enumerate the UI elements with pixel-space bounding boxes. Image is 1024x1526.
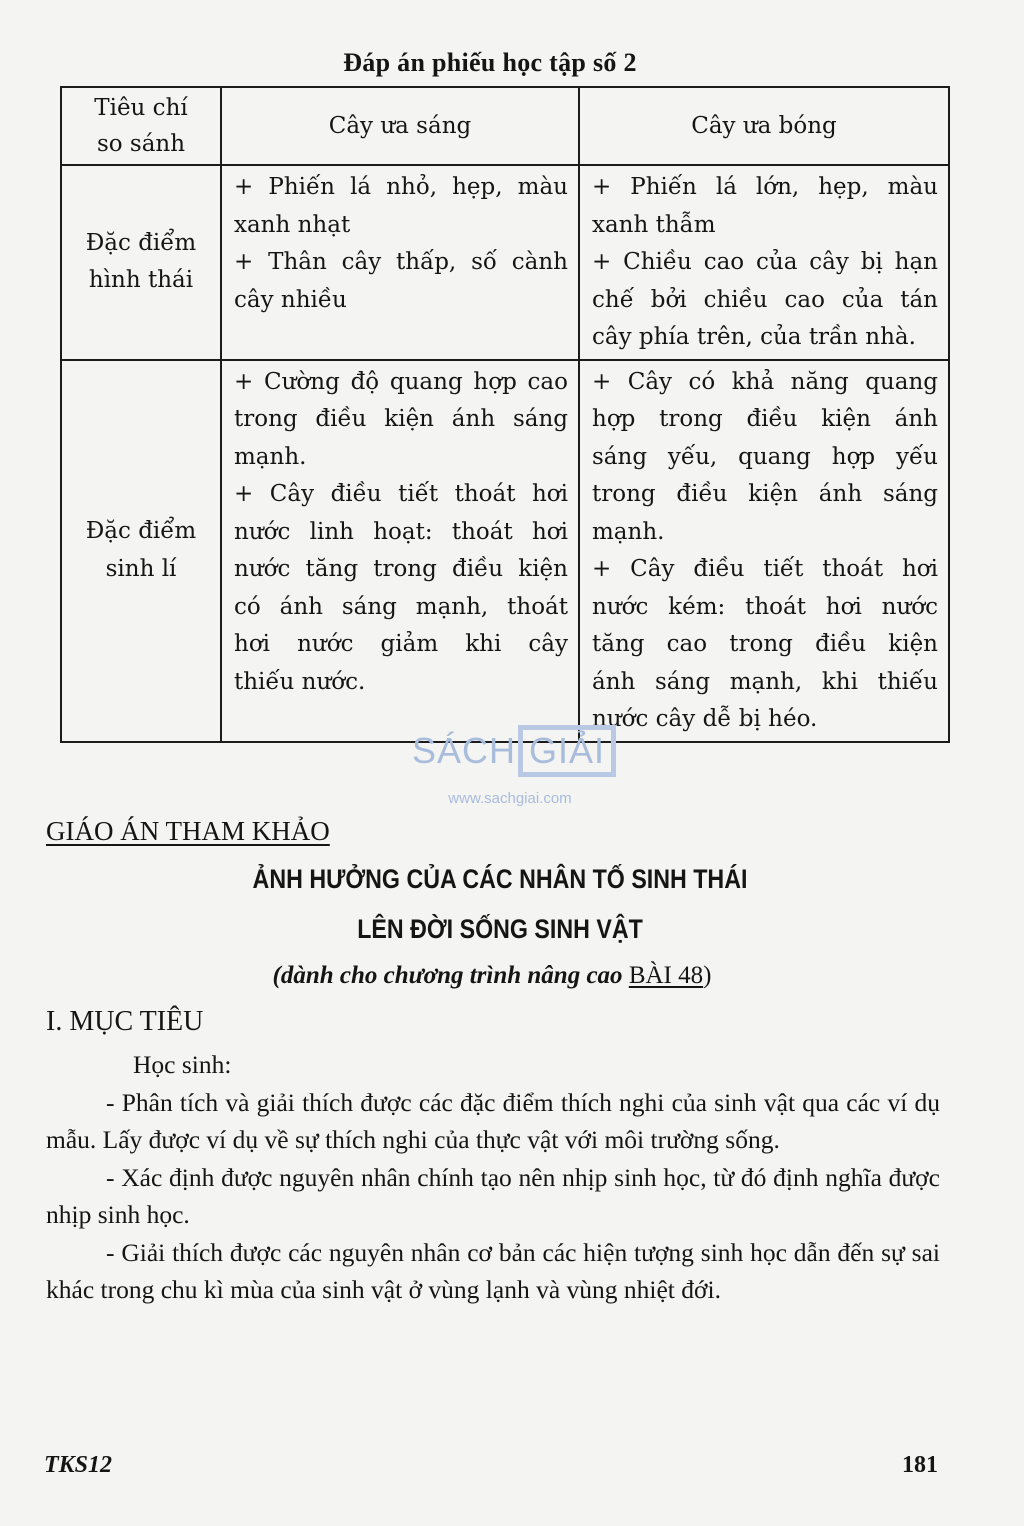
criteria-physiology: Đặc điểm sinh lí	[61, 360, 221, 742]
lesson-heading-line2: LÊN ĐỜI SỐNG SINH VẬT	[357, 914, 643, 944]
reference-label: GIÁO ÁN THAM KHẢO	[46, 816, 330, 846]
criteria-morphology: Đặc điểm hình thái	[61, 165, 221, 360]
page-number: 181	[902, 1452, 938, 1478]
objectives-body	[46, 1046, 940, 1309]
lesson-heading-line1: ẢNH HƯỞNG CỦA CÁC NHÂN TỐ SINH THÁI	[252, 864, 748, 894]
table-row-physiology	[61, 360, 949, 742]
comparison-table	[60, 86, 950, 743]
table-row-morphology	[61, 165, 949, 360]
watermark-url: www.sachgiai.com	[448, 790, 572, 807]
cell-shade-physiology: + Cây có khả năng quang hợp trong điều kiện ánh sáng yếu, quang hợp yếu trong điều kiện ánh sáng mạnh. + Cây điều tiết thoát hơi nước kém: thoát hơi nước tăng cao trong điều kiện ánh sáng mạnh, khi thiếu nước cây dễ bị héo.	[579, 360, 949, 742]
objective-item: - Xác định được nguyên nhân chính tạo nên nhịp sinh học, từ đó định nghĩa được nhịp sinh học.	[46, 1162, 940, 1229]
header-criteria: Tiêu chí so sánh	[61, 87, 221, 165]
header-sun-plants: Cây ưa sáng	[221, 87, 579, 165]
subtitle-close: )	[703, 962, 712, 989]
subtitle-text: (dành cho chương trình nâng cao	[272, 962, 629, 989]
lesson-subtitle	[0, 962, 984, 990]
cell-sun-physiology: + Cường độ quang hợp cao trong điều kiện ánh sáng mạnh. + Cây điều tiết thoát hơi nước linh hoạt: thoát hơi nước tăng trong điều kiện có ánh sáng mạnh, thoát hơi nước giảm khi cây thiếu nước.	[221, 360, 579, 742]
objective-item: - Phân tích và giải thích được các đặc điểm thích nghi của sinh vật qua các ví dụ mẫu. Lấy được ví dụ về sự thích nghi của thực vật với môi trường sống.	[46, 1087, 940, 1154]
cell-shade-morphology: + Phiến lá lớn, hẹp, màu xanh thẫm + Chiều cao của cây bị hạn chế bởi chiều cao của tán cây phía trên, của trần nhà.	[579, 165, 949, 360]
cell-sun-morphology: + Phiến lá nhỏ, hẹp, màu xanh nhạt + Thân cây thấp, số cành cây nhiều	[221, 165, 579, 360]
section-title: I. MỤC TIÊU	[46, 1006, 204, 1037]
watermark-logo	[410, 716, 620, 786]
lesson-number: BÀI 48	[628, 962, 704, 989]
header-shade-plants: Cây ưa bóng	[579, 87, 949, 165]
watermark-text-1: SÁCH	[411, 730, 516, 771]
objective-item: - Giải thích được các nguyên nhân cơ bản các hiện tượng sinh học dẫn đến sự sai khác trong chu kì mùa của sinh vật ở vùng lạnh và vùng nhiệt đới.	[46, 1237, 940, 1304]
objectives-intro: Học sinh:	[133, 1050, 232, 1079]
table-header-row	[61, 87, 949, 165]
table-title: Đáp án phiếu học tập số 2	[343, 48, 637, 77]
book-code: TKS12	[44, 1452, 113, 1478]
watermark-text-2: GIẢI	[518, 725, 616, 777]
